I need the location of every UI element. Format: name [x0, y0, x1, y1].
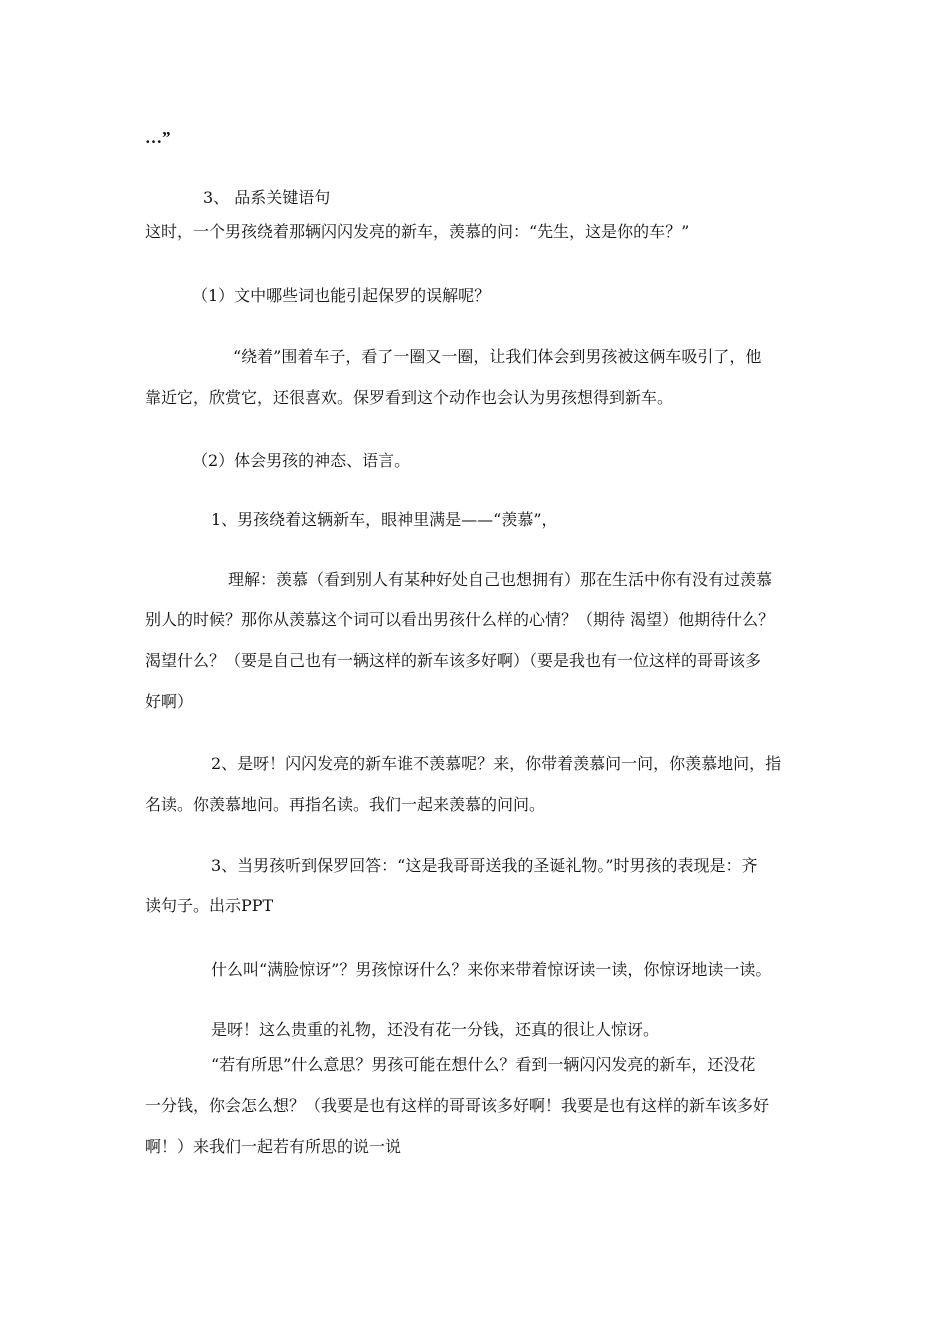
- paragraph-1-line-1: “绕着”围着车子，看了一圈又一圈，让我们体会到男孩被这俩车吸引了，他: [233, 347, 762, 366]
- paragraph-2-line-3: 渴望什么？（要是自己也有一辆这样的新车该多好啊）（要是我也有一位这样的哥哥该多: [145, 651, 762, 670]
- item-1: 1、男孩绕着这辆新车，眼神里满是——“羡慕”，: [211, 510, 558, 529]
- question-2: （2）体会男孩的神态、语言。: [192, 451, 411, 470]
- item-2-line-2: 名读。你羡慕地问。再指名读。我们一起来羡慕的问问。: [145, 795, 546, 814]
- paragraph-4: 是呀！这么贵重的礼物，还没有花一分钱，还真的很让人惊讶。: [211, 1020, 660, 1039]
- section-heading: 3、 品系关键语句: [203, 188, 331, 207]
- item-3-line-1: 3、当男孩听到保罗回答：“这是我哥哥送我的圣诞礼物。”时男孩的表现是：齐: [211, 856, 758, 875]
- quote-sentence: 这时，一个男孩绕着那辆闪闪发亮的新车，羡慕的问：“先生，这是你的车？”: [145, 222, 690, 241]
- paragraph-5-line-3: 啊！）来我们一起若有所思的说一说: [145, 1137, 402, 1156]
- question-1: （1）文中哪些词也能引起保罗的误解呢？: [192, 286, 491, 305]
- paragraph-2-line-2: 别人的时候？那你从羡慕这个词可以看出男孩什么样的心情？（期待 渴望）他期待什么？: [145, 610, 775, 629]
- paragraph-5-line-1: “若有所思”什么意思？男孩可能在想什么？看到一辆闪闪发亮的新车，还没花: [211, 1055, 756, 1074]
- paragraph-1-line-2: 靠近它，欣赏它，还很喜欢。保罗看到这个动作也会认为男孩想得到新车。: [145, 388, 674, 407]
- item-2-line-1: 2、是呀！闪闪发亮的新车谁不羡慕呢？来，你带着羡慕问一问，你羡慕地问，指: [211, 754, 782, 773]
- paragraph-2-line-4: 好啊）: [145, 692, 194, 711]
- ellipsis-line: …”: [145, 128, 171, 147]
- paragraph-5-line-2: 一分钱，你会怎么想？（我要是也有这样的哥哥该多好啊！我要是也有这样的新车该多好: [145, 1096, 770, 1115]
- item-3-line-2: 读句子。出示PPT: [145, 896, 274, 915]
- paragraph-3: 什么叫“满脸惊讶”？男孩惊讶什么？来你来带着惊讶读一读，你惊讶地读一读。: [211, 960, 772, 979]
- paragraph-2-line-1: 理解：羡慕（看到别人有某种好处自己也想拥有）那在生活中你有没有过羡慕: [228, 570, 773, 589]
